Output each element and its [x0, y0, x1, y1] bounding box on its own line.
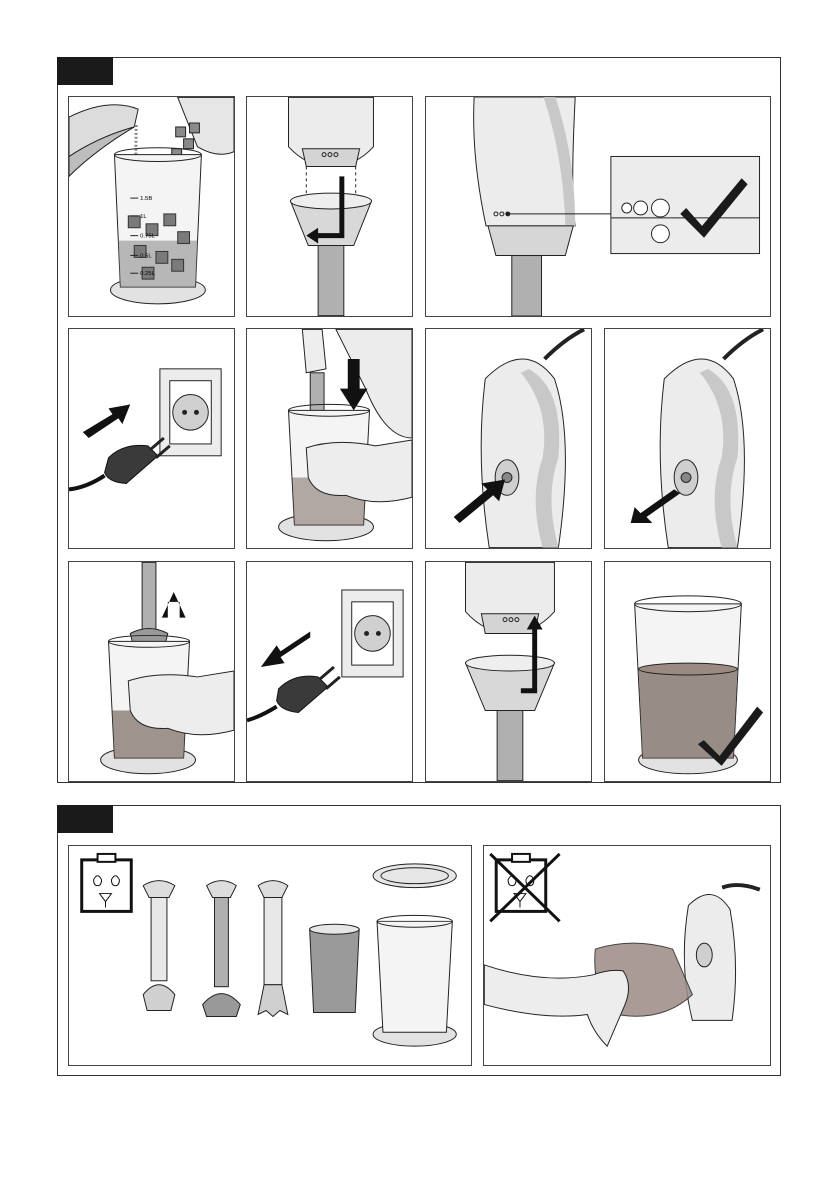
step-attach-shaft	[246, 96, 413, 317]
scale-mark-5: 0.25L	[140, 271, 155, 278]
step-done	[604, 561, 771, 782]
direction-arrow-icon	[83, 404, 130, 438]
step-insert-in-beaker	[246, 328, 413, 549]
section-tab	[57, 805, 113, 833]
step-fill-beaker	[68, 96, 235, 317]
scale-mark-4: 0.5L	[140, 253, 152, 260]
scale-mark-3: 0.75L	[140, 233, 155, 240]
not-dishwasher-safe-icon	[490, 854, 559, 921]
step-lift-out	[68, 561, 235, 782]
step-detach-shaft	[425, 561, 592, 782]
scale-mark-2: 1L	[140, 213, 147, 220]
step-plug-in	[68, 328, 235, 549]
scale-mark-1: 1.5B	[140, 196, 153, 203]
wipe-motor-unit	[483, 845, 771, 1066]
step-press-switch	[425, 328, 592, 549]
section-tab	[57, 57, 113, 85]
step-speed-check	[425, 96, 771, 317]
step-unplug	[246, 561, 413, 782]
step-release-switch	[604, 328, 771, 549]
dishwasher-safe-parts	[68, 845, 472, 1066]
dishwasher-safe-icon	[82, 854, 132, 911]
